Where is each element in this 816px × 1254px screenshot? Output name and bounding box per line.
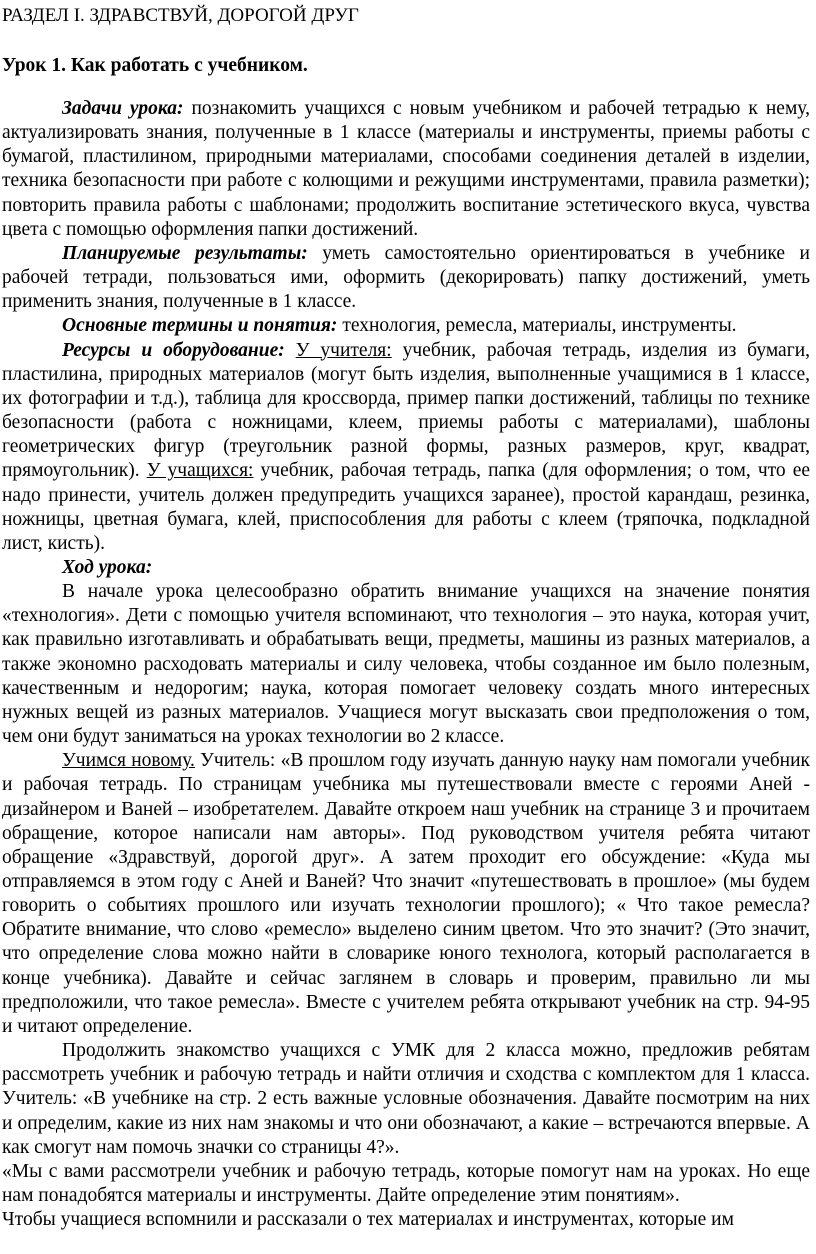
learning-label: Учимся новому. <box>62 750 195 772</box>
continue-paragraph: Продолжить знакомство учащихся с УМК для 2 класса можно, предложив ребятам рассмотреть учебник и рабочую тетрадь и найти отличия и сходства с комплектом для 1 класса. Учитель: «В учебнике на стр. 2 есть важные условные обозначения. Давайте посмотрим на них и определим, какие из них нам знакомы и что они обозначают, а какие – встречаются впервые. А как смогут нам помочь значки со страницы 4?». <box>2 1040 810 1158</box>
course-label: Ход урока: <box>62 556 153 578</box>
course-intro-paragraph: В начале урока целесообразно обратить внимание учащихся на значение понятия «технология». Дети с помощью учителя вспоминают, что технология – это наука, которая учит, как правильно изготавливать и обрабатывать вещи, предметы, машины из разных материалов, а также экономно расходовать материалы и силу человека, чтобы созданное им было полезным, качественным и недорогим; наука, которая помогает человеку создать много интересных нужных вещей из разных материалов. Учащиеся могут высказать свои предположения о том, чем они будут заниматься на уроках технологии во 2 классе. <box>2 581 810 748</box>
teacher-label: У учителя: <box>295 339 392 361</box>
resources-label: Ресурсы и оборудование: <box>62 339 285 361</box>
students-text: учебник, рабочая тетрадь, папка (для оформления; о том, что ее надо принести, учитель должен предупредить учащихся заранее), простой карандаш, резинка, ножницы, цветная бумага, клей, приспособления для работы с клеем (тряпочка, подкладной лист, кисть). <box>2 460 811 554</box>
lesson-title: Урок 1. Как работать с учебником. <box>2 55 308 76</box>
learning-text: Учитель: «В прошлом году изучать данную науку нам помогали учебник и рабочая тетрадь. По страницам учебника мы путешествовали вместе с героями Аней - дизайнером и Ваней – изобретателем. Давайте откроем наш учебник на странице 3 и прочитаем обращение, которое написали нам авторы». Под руководством учителя ребята читают обращение «Здравствуй, дорогой друг». А затем проходит его обсуждение: «Куда мы отправляемся в этом году с Аней и Ваней? Что значит «путешествовать в прошлое» (мы будем говорить о событиях прошлого или изучать технологии прошлого); « Что такое ремесла? Обратите внимание, что слово «ремесло» выделено синим цветом. Что это значит? (Это значит, что определение слова можно найти в словарике юного технолога, который располагается в конце учебника). Давайте и сейчас заглянем в словарь и проверим, правильно ли мы предположили, что такое ремесла». Вместе с учителем ребята открывают учебник на стр. 94-95 и читают определение. <box>2 750 810 1037</box>
students-label: У учащихся: <box>146 460 254 482</box>
learning-paragraph <box>2 749 810 1039</box>
terms-label: Основные термины и понятия: <box>62 315 338 337</box>
results-text: уметь самостоятельно ориентироваться в учебнике и рабочей тетради, пользоваться ими, оформить (декорировать) папку достижений, уметь применить знания, полученные в 1 классе. <box>2 242 810 313</box>
course-heading <box>2 556 810 580</box>
last-paragraph: Чтобы учащиеся вспомнили и рассказали о тех материалах и инструментах, которые им <box>2 1209 734 1231</box>
terms-text: технология, ремесла, материалы, инструменты. <box>337 315 737 337</box>
tasks-paragraph <box>2 97 810 242</box>
section-title: РАЗДЕЛ I. ЗДРАВСТВУЙ, ДОРОГОЙ ДРУГ <box>2 5 359 26</box>
tasks-text: познакомить учащихся с новым учебником и рабочей тетрадью к нему, актуализировать знания, полученные в 1 классе (материалы и инструменты, приемы работы с бумагой, пластилином, природными материалами, способами соединения деталей в изделии, техника безопасности при работе с колющими и режущими инструментами, правила разметки); повторить правила работы с шаблонами; продолжить воспитание эстетического вкуса, чувства цвета с помощью оформления папки достижений. <box>2 98 810 240</box>
lesson-body <box>2 97 810 1232</box>
terms-paragraph <box>2 314 810 338</box>
results-paragraph <box>2 242 810 314</box>
results-label: Планируемые результаты: <box>62 242 308 264</box>
resources-paragraph <box>2 339 810 556</box>
tasks-label: Задачи урока: <box>62 98 184 119</box>
teacher-text: учебник, рабочая тетрадь, изделия из бумаги, пластилина, природных материалов (могут быть изделия, выполненные учащимися в 1 классе, их фотографии и т.д.), таблица для кроссворда, пример папки достижений, таблицы по технике безопасности (работа с ножницами, клеем, приемы работы с материалами), шаблоны геометрических фигур (треугольник разной формы, разных размеров, круг, квадрат, прямоугольник). <box>2 339 811 482</box>
quote-paragraph: «Мы с вами рассмотрели учебник и рабочую тетрадь, которые помогут нам на уроках. Но еще нам понадобятся материалы и инструменты. Дайте определение этим понятиям». <box>2 1160 810 1207</box>
